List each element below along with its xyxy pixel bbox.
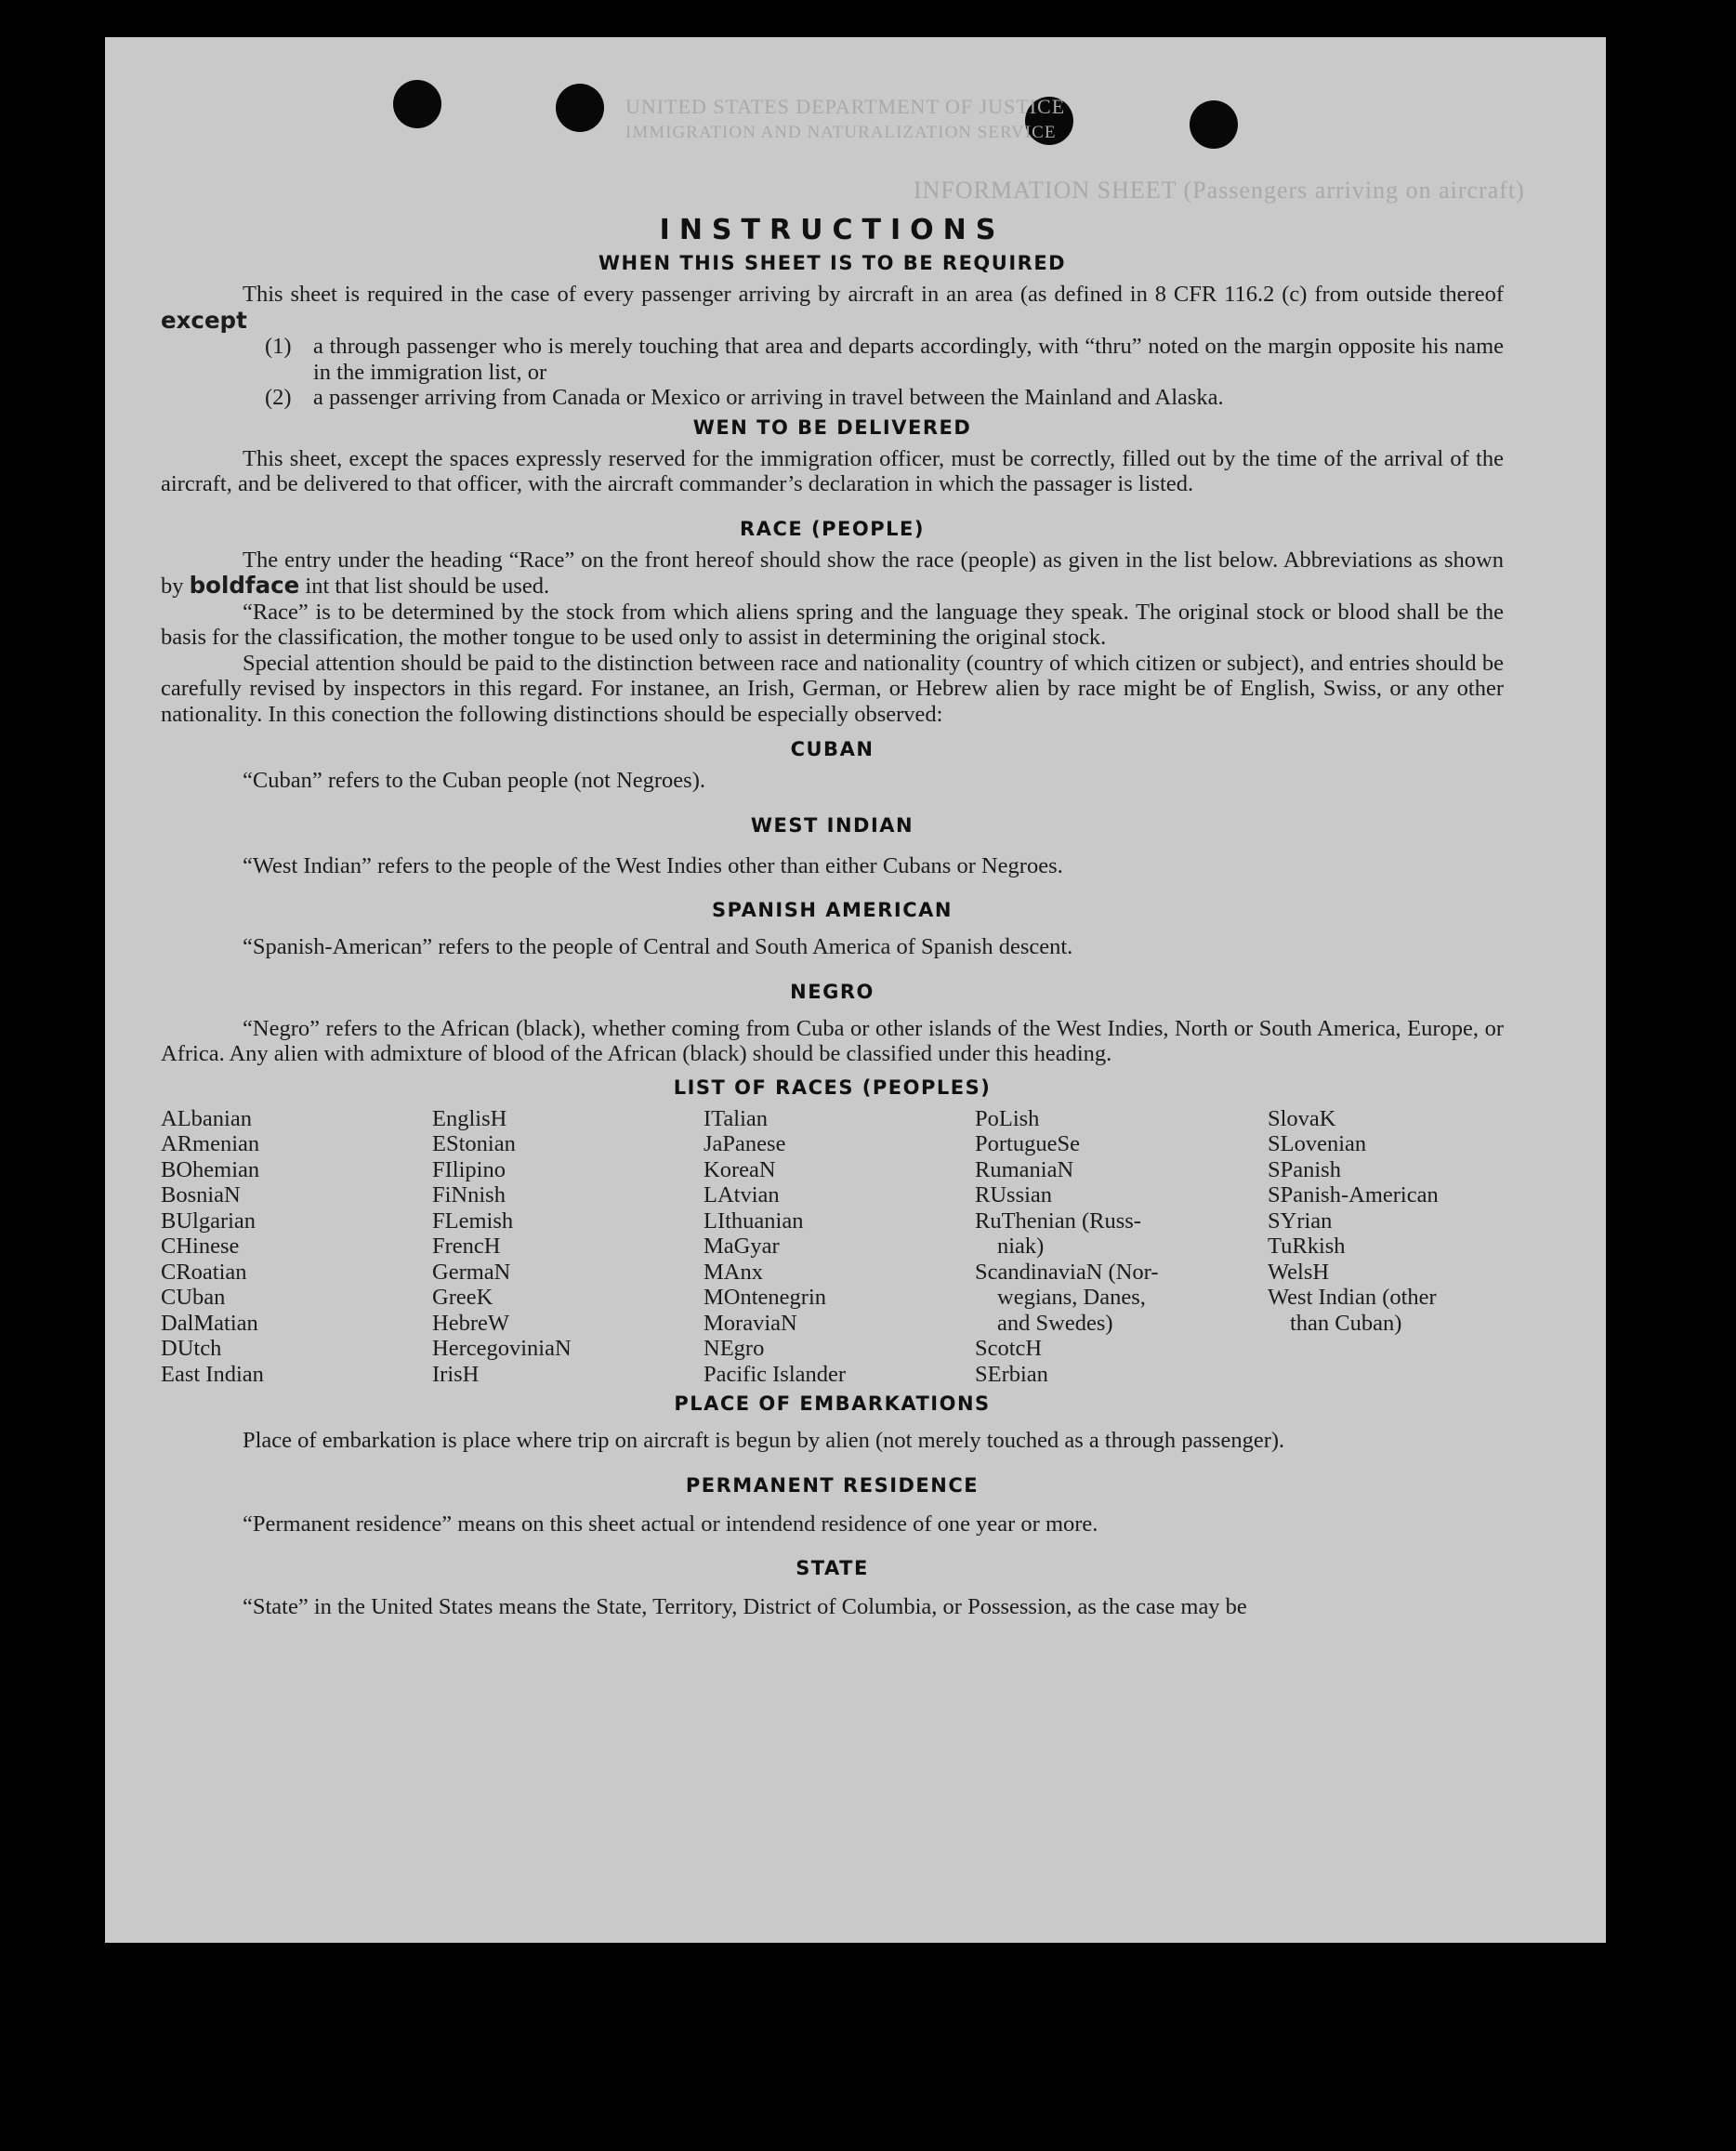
race-entry: RumaniaN	[975, 1156, 1074, 1182]
section-heading-negro: NEGRO	[790, 980, 875, 1003]
race-entry: MaGyar	[704, 1234, 780, 1259]
section-heading-cuban: CUBAN	[790, 738, 875, 760]
state-text: “State” in the United States means the State, Territory, District of Columbia, or Possession, as the case may be	[243, 1594, 1247, 1619]
race-entry: SYrian	[1268, 1207, 1333, 1234]
section-heading-embarkation: PLACE OF EMBARKATIONS	[674, 1392, 991, 1415]
race-entry: ScotcH	[975, 1336, 1043, 1361]
race-entry: West Indian (other	[1268, 1285, 1437, 1310]
races-column-1	[161, 1106, 432, 1388]
race-entry: PoLish	[975, 1105, 1040, 1131]
section-heading-races-list: LIST OF RACES (PEOPLES)	[673, 1076, 992, 1099]
embarkation-text: Place of embarkation is place where trip on aircraft is begun by alien (not merely touched as a through passenger).	[243, 1428, 1285, 1453]
race-entry: ARmenian	[161, 1131, 260, 1156]
race-entry: LAtvian	[704, 1182, 780, 1207]
race-entry: SErbian	[975, 1361, 1048, 1387]
race-entry: EnglisH	[432, 1105, 507, 1131]
race-entry: ALbanian	[161, 1105, 252, 1131]
section-heading-race: RACE (PEOPLE)	[740, 517, 925, 540]
race-entry: GermaN	[432, 1259, 511, 1285]
section-heading-state: STATE	[796, 1557, 869, 1579]
bleed-through-line: UNITED STATES DEPARTMENT OF JUSTICE	[625, 95, 1066, 118]
race-entry: TuRkish	[1268, 1234, 1346, 1259]
race-entry: KoreaN	[704, 1156, 776, 1182]
race-entry: RuThenian (Russ-	[975, 1207, 1141, 1234]
west-indian-text: “West Indian” refers to the people of the West Indies other than either Cubans or Negroes.	[243, 852, 1063, 878]
race-entry: JaPanese	[704, 1131, 786, 1156]
residence-text: “Permanent residence” means on this sheet actual or intendend residence of one year or more.	[243, 1511, 1098, 1537]
race-entry: BOhemian	[161, 1156, 260, 1182]
race-paragraph-2: “Race” is to be determined by the stock from which aliens spring and the language they speak. The original stock or blood shall be the basis for the classification, the mother tongue to be used only to assist in determining the original stock.	[161, 599, 1504, 650]
races-list	[161, 1106, 1504, 1388]
section-heading-residence: PERMANENT RESIDENCE	[685, 1473, 980, 1497]
race-entry: ITalian	[704, 1105, 769, 1131]
race-entry: BUlgarian	[161, 1207, 256, 1234]
race-entry: FLemish	[432, 1207, 514, 1234]
race-entry: FiNnish	[432, 1182, 506, 1207]
race-entry: MOntenegrin	[704, 1285, 826, 1310]
section-heading-spanish-american: SPANISH AMERICAN	[712, 899, 953, 921]
race-entry: SlovaK	[1268, 1105, 1336, 1131]
spanish-american-text: “Spanish-American” refers to the people of Central and South America of Spanish descent.	[243, 934, 1073, 959]
race-entry: FrencH	[432, 1234, 501, 1259]
document-title: INSTRUCTIONS	[659, 214, 1006, 246]
race-entry: HebreW	[432, 1310, 509, 1336]
race-entry: CHinese	[161, 1234, 240, 1259]
race-entry: wegians, Danes,	[997, 1285, 1146, 1310]
except-bold: except	[161, 306, 247, 334]
race-entry: BosniaN	[161, 1182, 241, 1207]
race-entry: DUtch	[161, 1336, 222, 1361]
race-entry: SLovenian	[1268, 1131, 1367, 1156]
section-heading-delivered: WEN TO BE DELIVERED	[692, 416, 972, 439]
punch-hole	[1190, 100, 1238, 149]
race-paragraph-1: The entry under the heading “Race” on the front hereof should show the race (people) as given in the list below. Abbreviations as shown by boldface int that list should be used.	[161, 547, 1504, 599]
bleed-through-line: INFORMATION SHEET (Passengers arriving on aircraft)	[914, 177, 1525, 204]
exception-item: (2) a passenger arriving from Canada or Mexico or arriving in travel between the Mainland and Alaska.	[265, 385, 1224, 410]
race-entry: RUssian	[975, 1182, 1053, 1207]
race-entry: DalMatian	[161, 1310, 258, 1336]
races-column-5	[1268, 1106, 1504, 1388]
races-column-2	[432, 1106, 704, 1388]
race-entry: ScandinaviaN (Nor-	[975, 1259, 1159, 1285]
bleed-through-line: IMMIGRATION AND NATURALIZATION SERVICE	[625, 123, 1057, 142]
cuban-text: “Cuban” refers to the Cuban people (not Negroes).	[243, 768, 705, 793]
punch-hole	[393, 80, 441, 128]
required-intro: This sheet is required in the case of every passenger arriving by aircraft in an area (as defined in 8 CFR 116.2 (c) from outside thereof except	[161, 282, 1504, 334]
races-column-4	[975, 1106, 1268, 1388]
negro-text: “Negro” refers to the African (black), whether coming from Cuba or other islands of the West Indies, North or South America, Europe, or Africa. Any alien with admixture of blood of the African (black) should be classified under this heading.	[161, 1015, 1504, 1066]
delivered-text: This sheet, except the spaces expressly reserved for the immigration officer, must be correctly, filled out by the time of the arrival of the aircraft, and be delivered to that officer, with the aircraft commander’s declaration in which the passager is listed.	[161, 445, 1504, 496]
races-column-3	[704, 1106, 975, 1388]
race-entry: WelsH	[1268, 1259, 1330, 1285]
race-entry: MAnx	[704, 1259, 763, 1285]
instructions-body	[161, 177, 1504, 1620]
race-entry: EStonian	[432, 1131, 516, 1156]
exception-item: (1) a through passenger who is merely touching that area and departs accordingly, with “thru” noted on the margin opposite his name in the immigration list, or	[265, 334, 1504, 385]
race-entry: niak)	[997, 1234, 1045, 1259]
race-entry: IrisH	[432, 1361, 480, 1387]
document-page	[105, 37, 1606, 1943]
race-entry: SPanish	[1268, 1156, 1341, 1182]
race-entry: LIthuanian	[704, 1207, 804, 1234]
race-entry: and Swedes)	[997, 1310, 1113, 1336]
punch-hole	[556, 84, 604, 132]
race-entry: PortugueSe	[975, 1131, 1080, 1156]
section-heading-west-indian: WEST INDIAN	[750, 813, 914, 837]
race-entry: CRoatian	[161, 1259, 247, 1285]
race-entry: NEgro	[704, 1336, 765, 1361]
race-entry: than Cuban)	[1290, 1310, 1402, 1336]
race-paragraph-3: Special attention should be paid to the distinction between race and nationality (country of which citizen or subject), and entries should be carefully revised by inspectors in this regard. For instanee, an Irish, German, or Hebrew alien by race might be of English, Swiss, or any other nationality. In this conection the following distinctions should be especially observed:	[161, 650, 1504, 727]
race-entry: MoraviaN	[704, 1310, 797, 1336]
race-entry: SPanish-American	[1268, 1182, 1439, 1207]
race-entry: East Indian	[161, 1361, 264, 1387]
race-entry: FIlipino	[432, 1156, 506, 1182]
race-entry: GreeK	[432, 1285, 493, 1310]
race-entry: HercegoviniaN	[432, 1336, 572, 1361]
race-entry: Pacific Islander	[704, 1361, 847, 1387]
section-heading-required: WHEN THIS SHEET IS TO BE REQUIRED	[598, 252, 1067, 274]
race-entry: CUban	[161, 1285, 226, 1310]
